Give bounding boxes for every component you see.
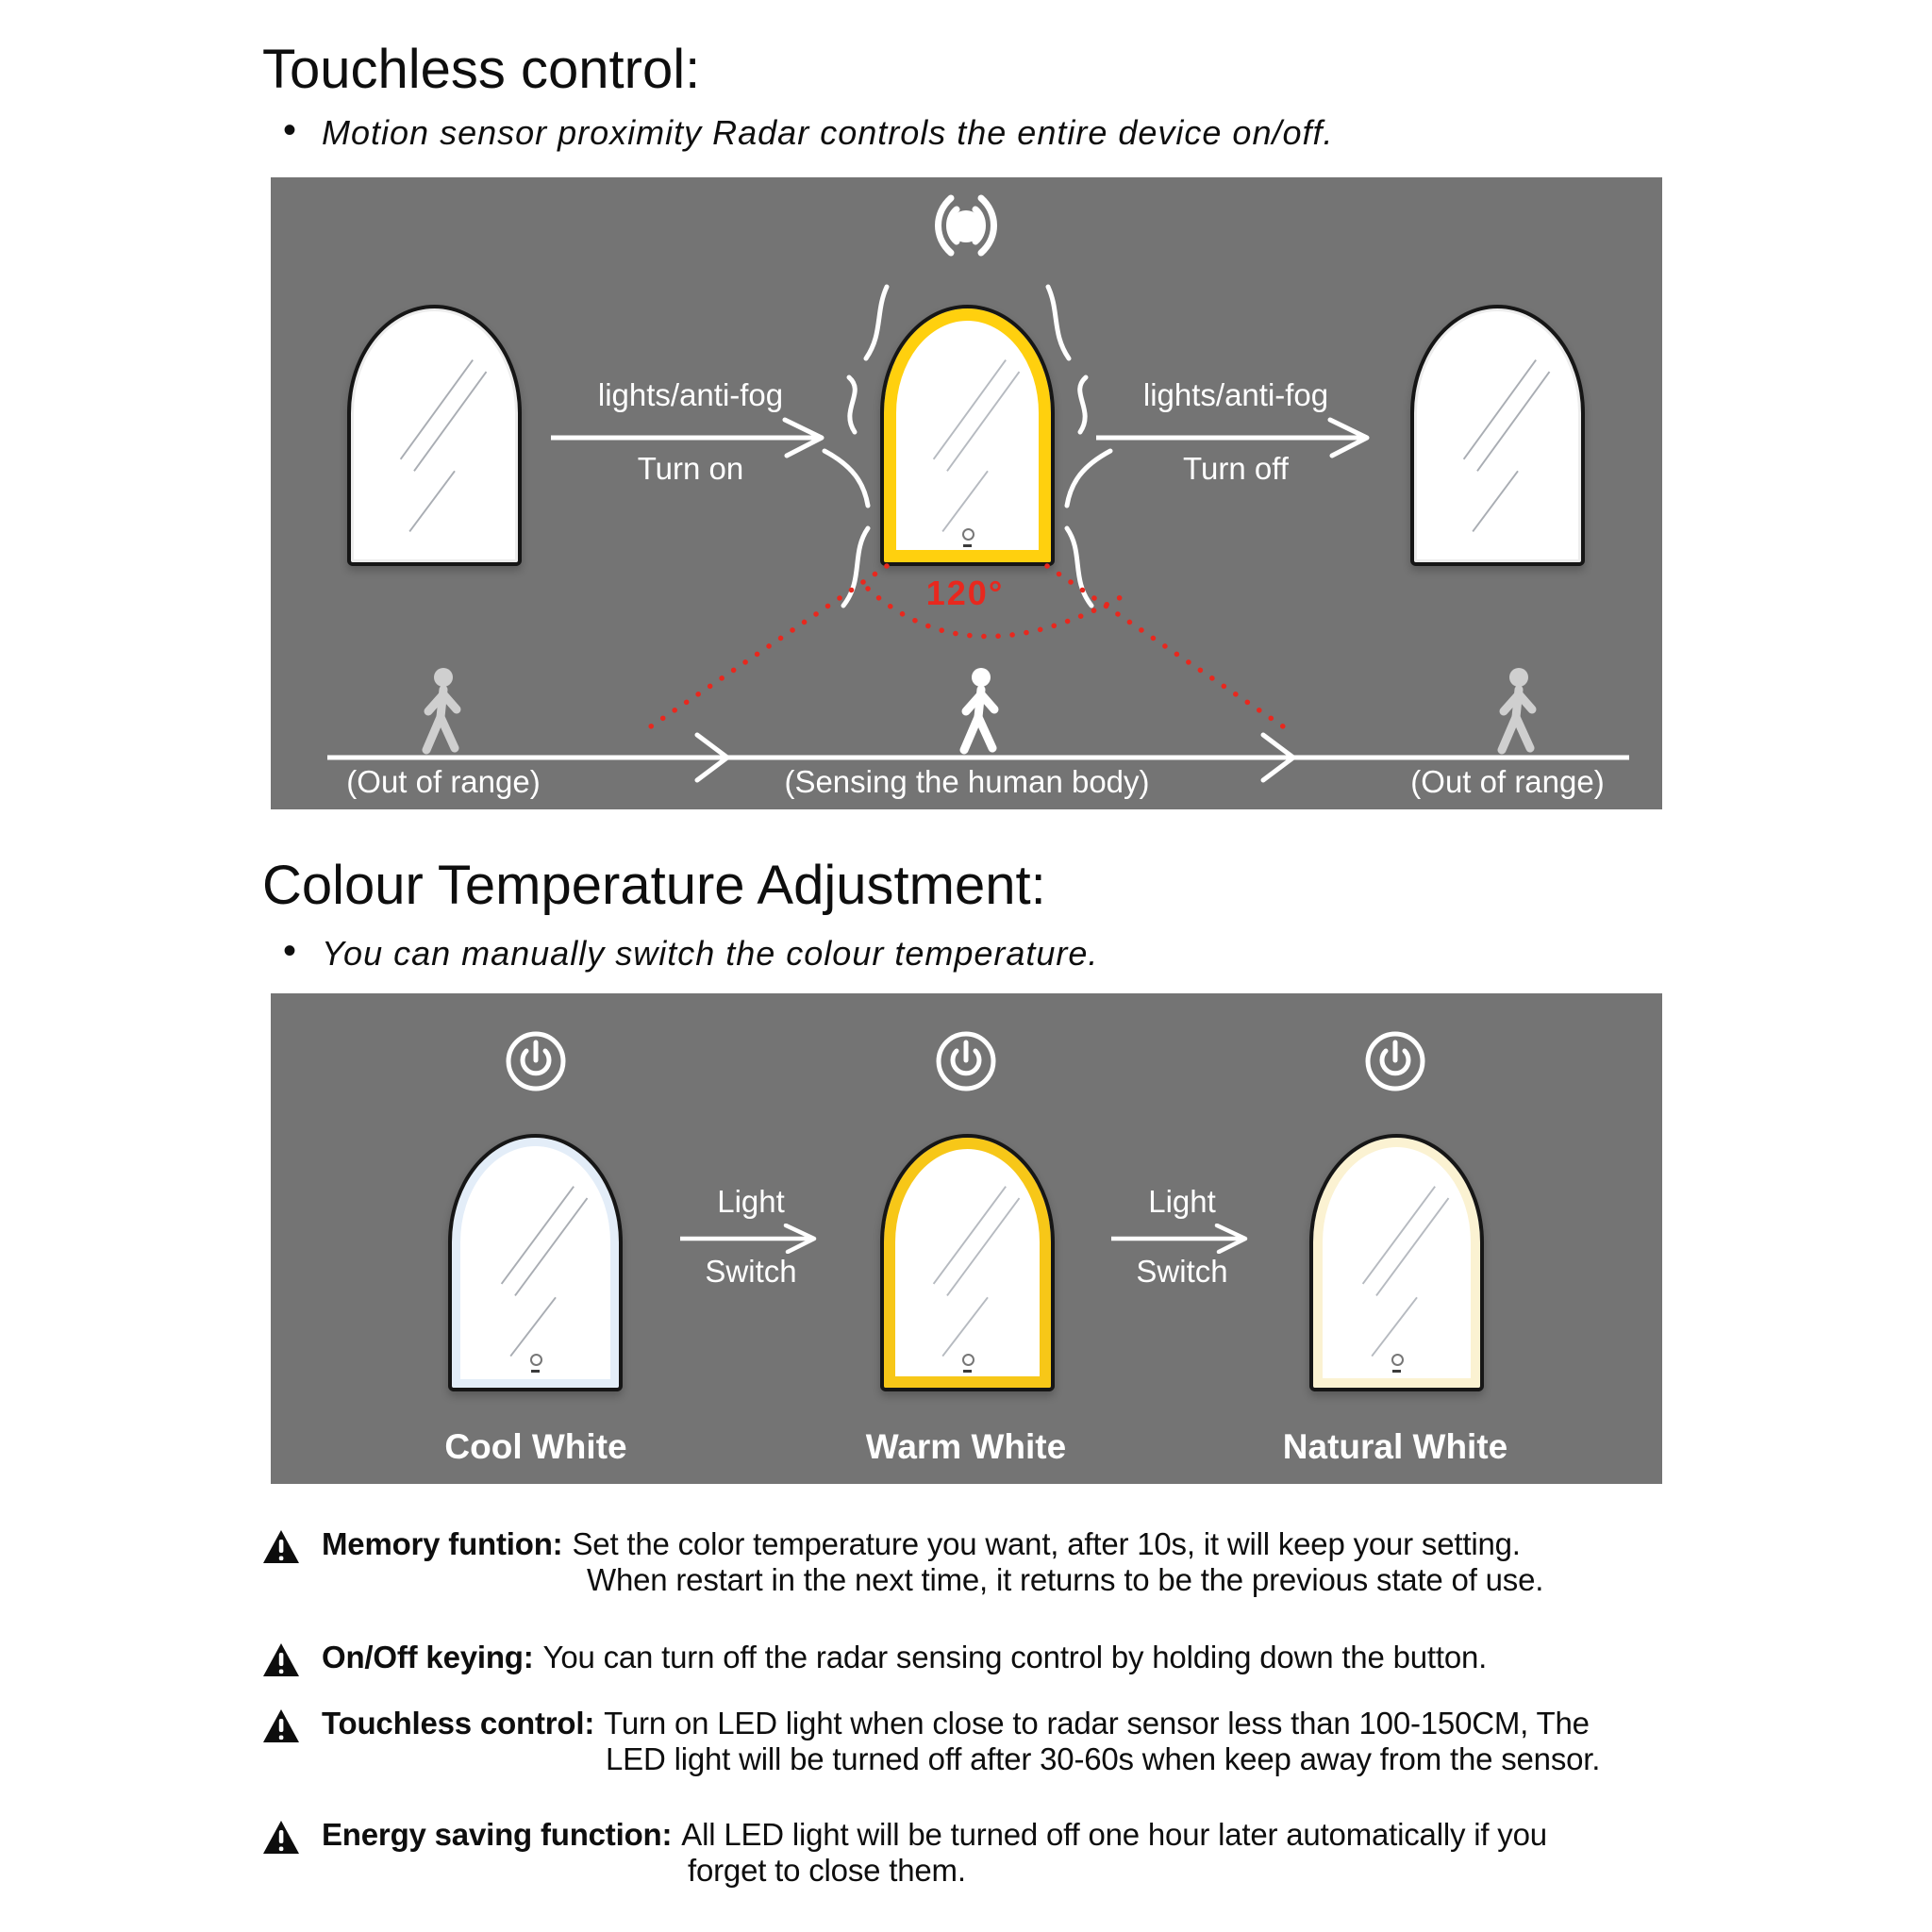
mirror-reflection: [452, 1138, 619, 1388]
touch-sensor-icon[interactable]: [962, 1354, 974, 1373]
note-label: Energy saving function:: [322, 1817, 673, 1852]
mirror-cool-white: [448, 1134, 623, 1391]
touch-sensor-icon[interactable]: [1391, 1354, 1403, 1373]
arrow-label-top: lights/anti-fog: [597, 377, 784, 412]
warning-triangle-icon: [261, 1528, 301, 1566]
mirror-reflection: [351, 308, 518, 562]
mirror-off-left: [347, 305, 522, 566]
arrow-label-bottom: Switch: [705, 1254, 797, 1289]
label-warm-white: Warm White: [865, 1427, 1067, 1466]
arrow-label-top: lights/anti-fog: [1142, 377, 1329, 412]
section2-bullet: • You can manually switch the colour temperature.: [283, 932, 1098, 974]
light-switch-arrow-2: [1102, 1184, 1262, 1289]
turn-on-arrow: [549, 377, 832, 500]
mirror-off-right: [1410, 305, 1585, 566]
touch-sensor-icon[interactable]: [530, 1354, 541, 1373]
mirror-reflection: [1414, 308, 1581, 562]
touch-sensor-icon[interactable]: [962, 528, 974, 547]
range-label-left: (Out of range): [346, 764, 541, 799]
warning-triangle-icon: [261, 1819, 301, 1857]
arrow-label-bottom: Turn off: [1183, 451, 1289, 486]
section1-bullet: • Motion sensor proximity Radar controls the entire device on/off.: [283, 111, 1334, 154]
arrow-label-bottom: Switch: [1136, 1254, 1228, 1289]
range-label-right: (Out of range): [1410, 764, 1605, 799]
note-energy-saving: [261, 1817, 1547, 1888]
mirror-reflection: [884, 1138, 1051, 1388]
light-switch-arrow-1: [671, 1184, 831, 1289]
arrow-label-top: Light: [717, 1184, 785, 1219]
sensing-angle-label: 120°: [925, 574, 1005, 612]
sensing-label-center: (Sensing the human body): [784, 764, 1150, 799]
note-onoff-keying: [261, 1640, 1487, 1679]
section1-title: Touchless control:: [262, 39, 701, 100]
note-text-line2: forget to close them.: [688, 1852, 966, 1888]
turn-off-arrow: [1094, 377, 1377, 500]
radar-signal-icon: [921, 192, 1011, 258]
note-text-line2: LED light will be turned off after 30-60s when keep away from the sensor.: [606, 1740, 1601, 1776]
mirror-warm-white: [880, 1134, 1055, 1391]
warning-triangle-icon: [261, 1641, 301, 1679]
label-natural-white: Natural White: [1282, 1427, 1508, 1466]
label-cool-white: Cool White: [444, 1427, 627, 1466]
right-arrow-icon: [680, 1224, 822, 1254]
note-touchless-control: [261, 1706, 1600, 1776]
note-text: Set the color temperature you want, after 10s, it will keep your setting.: [572, 1526, 1521, 1561]
note-label: Touchless control:: [322, 1706, 595, 1740]
note-text-line2: When restart in the next time, it returns to be the previous state of use.: [587, 1561, 1544, 1597]
note-label: Memory funtion:: [322, 1526, 563, 1561]
mirror-natural-white: [1309, 1134, 1484, 1391]
note-text: All LED light will be turned off one hour later automatically if you: [681, 1817, 1547, 1852]
note-label: On/Off keying:: [322, 1640, 534, 1674]
power-button-icon[interactable]: [1364, 1030, 1426, 1092]
mirror-reflection: [884, 308, 1051, 562]
mirror-on-center: [880, 305, 1055, 566]
power-button-icon[interactable]: [935, 1030, 997, 1092]
mirror-reflection: [1313, 1138, 1480, 1388]
arrow-label-bottom: Turn on: [637, 451, 744, 486]
note-text: You can turn off the radar sensing control by holding down the button.: [542, 1640, 1488, 1674]
power-button-icon[interactable]: [505, 1030, 567, 1092]
colour-temperature-panel: [271, 993, 1662, 1484]
right-arrow-icon: [1111, 1224, 1253, 1254]
note-text: Turn on LED light when close to radar sensor less than 100-150CM, The: [604, 1706, 1590, 1740]
touchless-diagram-panel: [271, 177, 1662, 809]
section2-title: Colour Temperature Adjustment:: [262, 855, 1046, 916]
arrow-label-top: Light: [1148, 1184, 1216, 1219]
warning-triangle-icon: [261, 1707, 301, 1745]
note-memory-function: [261, 1526, 1543, 1597]
